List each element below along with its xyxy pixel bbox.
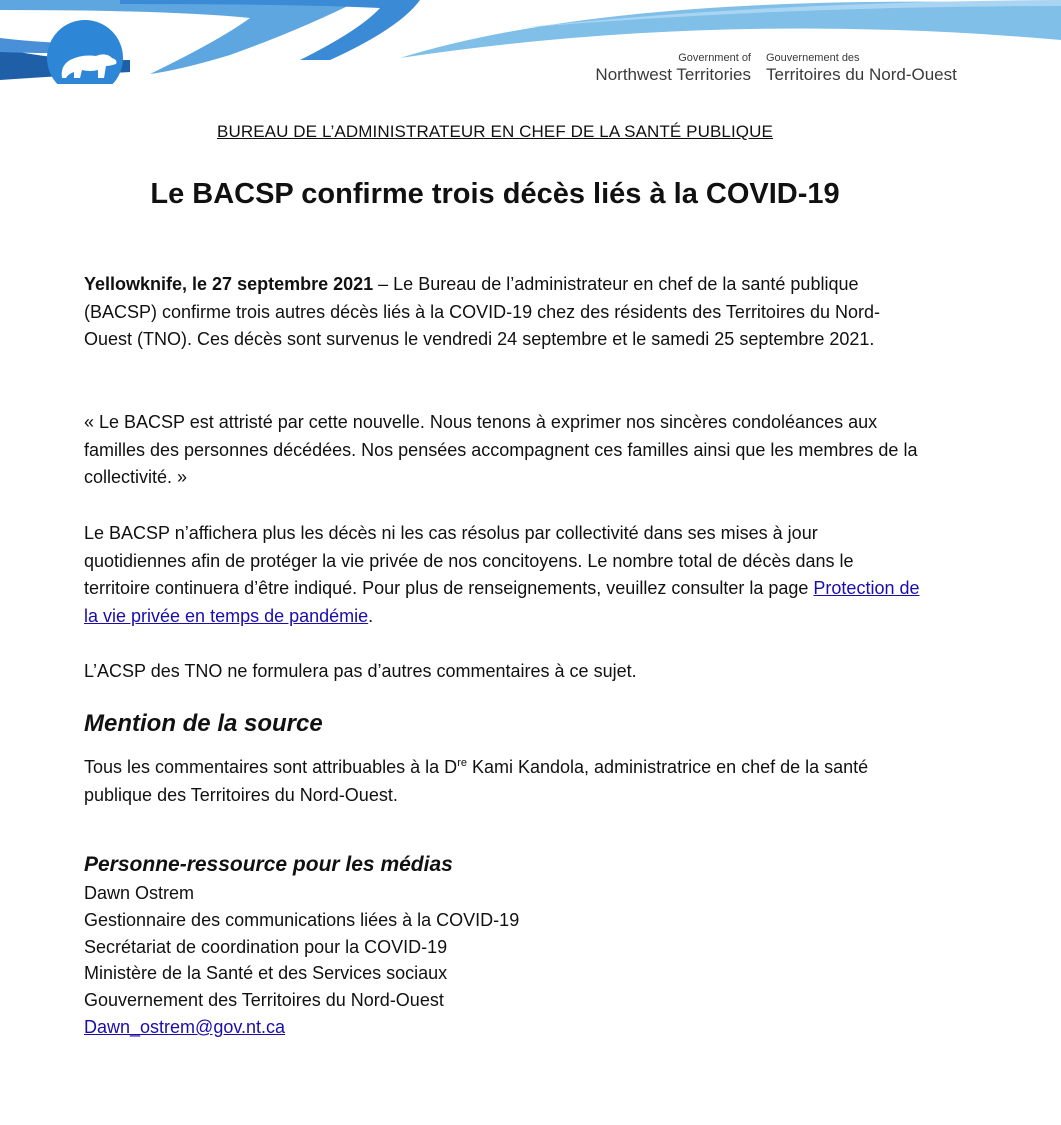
contact-role: Gestionnaire des communications liées à la COVID-19 [84,909,520,930]
paragraph-privacy-end: . [368,605,374,626]
government-name-en [575,52,751,85]
source-heading: Mention de la source [84,710,323,737]
source-text-after: Kami Kandola, administratrice en chef de la santé publique des Territoires du Nord-Ouest. [84,757,869,805]
page-title: Le BACSP confirme trois décès liés à la COVID-19 [150,178,840,210]
contact-email-link[interactable]: Dawn_ostrem@gov.nt.ca [84,1016,286,1037]
header-banner [0,0,1061,100]
source-text [84,754,924,809]
contact-government: Gouvernement des Territoires du Nord-Ouest [84,990,444,1011]
government-en-big: Northwest Territories [595,65,751,85]
dateline: Yellowknife, le 27 septembre 2021 [84,274,374,294]
paragraph-privacy-text: Le BACSP n’affichera plus les décès ni les cas résolus par collectivité dans ses mises à jour quotidiennes afin de protéger la vie privée de nos concitoyens. Le nombre total de décès dans le territoire continuera d’être indiqué. Pour plus de renseignements, veuillez consulter la page [84,523,854,598]
office-name: BUREAU DE L’ADMINISTRATEUR EN CHEF DE LA SANTÉ PUBLIQUE [217,122,773,141]
paragraph-intro-text: – Le Bureau de l’administrateur en chef de la santé publique (BACSP) confirme trois autres décès liés à la COVID-19 chez des résidents des Territoires du Nord-Ouest (TNO). Ces décès sont survenus le vendredi 24 septembre et le samedi 25 septembre 2021. [84,274,880,349]
paragraph-privacy [84,520,924,630]
government-fr-small: Gouvernement des [766,52,860,64]
contact-ministry: Ministère de la Santé et des Services sociaux [84,963,448,984]
paragraph-no-comment: L’ACSP des TNO ne formulera pas d’autres commentaires à ce sujet. [84,661,637,681]
government-fr-big: Territoires du Nord-Ouest [766,65,957,85]
banner-wave-right [400,2,1061,58]
media-contact-heading: Personne-ressource pour les médias [84,853,453,876]
source-text-before: Tous les commentaires sont attribuables à la D [84,757,458,777]
government-name-fr [766,52,957,85]
paragraph-intro [84,271,924,354]
contact-secretariat: Secrétariat de coordination pour la COVID-19 [84,936,448,957]
government-en-small: Government of [678,52,751,64]
media-contact [84,850,519,1041]
source-text-sup: re [457,757,467,769]
privacy-link[interactable]: Protection de la vie privée en temps de pandémie [84,578,920,626]
contact-name: Dawn Ostrem [84,883,195,903]
paragraph-quote: « Le BACSP est attristé par cette nouvelle. Nous tenons à exprimer nos sincères condoléances aux familles des personnes décédées. Nos pensées accompagnent ces familles ainsi que les membres de la collectivité. » [84,412,918,487]
